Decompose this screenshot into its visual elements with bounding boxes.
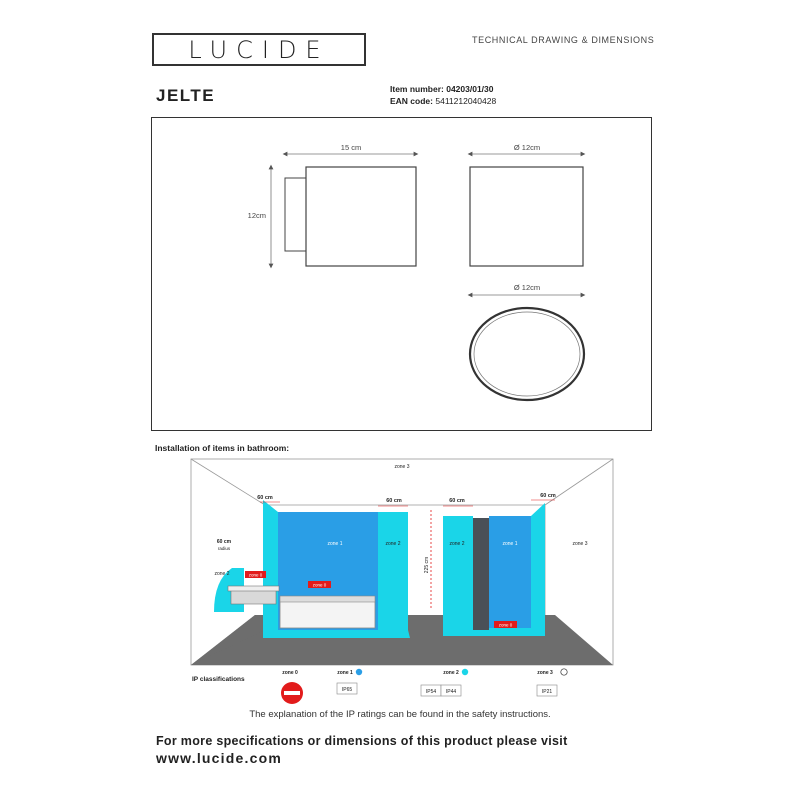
zone0-bath-label: zone 0 bbox=[312, 582, 327, 588]
shower-wall bbox=[473, 518, 489, 632]
zone2-left-wall bbox=[263, 500, 278, 630]
top-dia-label: Ø 12cm bbox=[513, 283, 541, 292]
radius-label-1: 60 cm bbox=[216, 539, 232, 545]
sink-cabinet bbox=[231, 590, 276, 604]
bathtub bbox=[280, 600, 375, 628]
height-dim-label: 225 cm bbox=[424, 556, 430, 574]
bathroom-diagram bbox=[0, 440, 800, 705]
zone1-right-area bbox=[489, 516, 531, 630]
item-number-label: Item number: bbox=[390, 84, 444, 94]
ip-zone3-label: zone 3 bbox=[537, 670, 553, 676]
ip-zone0-label: zone 0 bbox=[282, 670, 298, 676]
ip-zone1-label: zone 1 bbox=[337, 670, 353, 676]
ip44-label: IP44 bbox=[445, 689, 457, 695]
zone2-right-wall bbox=[531, 503, 545, 636]
side-view-mount bbox=[285, 178, 307, 251]
zone2-drop-icon bbox=[462, 669, 468, 675]
zone3-top-label: zone 3 bbox=[394, 464, 410, 470]
zone3-right-label: zone 3 bbox=[572, 541, 588, 547]
more-info-text: For more specifications or dimensions of this product please visit bbox=[156, 734, 568, 748]
sink-counter bbox=[228, 586, 279, 591]
zone1-right-label: zone 1 bbox=[502, 541, 518, 547]
height-dimension-label: 12cm bbox=[247, 211, 266, 220]
width-dimension-label: 15 cm bbox=[340, 143, 362, 152]
zone0-sink-label: zone 0 bbox=[248, 572, 263, 578]
ip65-label: IP65 bbox=[341, 687, 353, 693]
bathroom-section-title: Installation of items in bathroom: bbox=[155, 443, 290, 453]
ip-title: IP classifications bbox=[192, 676, 245, 683]
ip21-label: IP21 bbox=[541, 689, 553, 695]
zone1-left-label: zone 1 bbox=[327, 541, 343, 547]
dist-mid2-label: 60 cm bbox=[449, 498, 465, 504]
zone0-shower-label: zone 0 bbox=[498, 622, 513, 628]
ip-explanation-text: The explanation of the IP ratings can be found in the safety instructions. bbox=[249, 709, 551, 720]
dist-right-label: 60 cm bbox=[540, 493, 556, 499]
zone2-left-area bbox=[378, 512, 408, 630]
ean-value: 5411212040428 bbox=[435, 96, 497, 106]
front-view-body bbox=[470, 167, 583, 266]
header-label: TECHNICAL DRAWING & DIMENSIONS bbox=[472, 35, 655, 45]
product-name: JELTE bbox=[156, 86, 216, 105]
website-link[interactable]: www.lucide.com bbox=[156, 750, 282, 766]
dist-left-label: 60 cm bbox=[257, 495, 273, 501]
radius-label-2: radius bbox=[217, 546, 231, 551]
ip-zone2-label: zone 2 bbox=[443, 670, 459, 676]
zone2-left-label: zone 2 bbox=[385, 541, 401, 547]
zone3-circle-icon bbox=[561, 669, 567, 675]
zone1-drop-icon bbox=[356, 669, 362, 675]
item-number-value: 04203/01/30 bbox=[446, 84, 494, 94]
front-dia-label: Ø 12cm bbox=[513, 143, 541, 152]
logo-text: LUCIDE bbox=[188, 35, 330, 64]
dist-mid1-label: 60 cm bbox=[386, 498, 402, 504]
ip54-label: IP54 bbox=[425, 689, 437, 695]
zone2-right-label: zone 2 bbox=[449, 541, 465, 547]
zone2-sink-label: zone 2 bbox=[214, 571, 230, 577]
zone2-right-area bbox=[443, 516, 473, 636]
top-view-outer-ring bbox=[470, 308, 584, 400]
side-view-body bbox=[306, 167, 416, 266]
ean-label: EAN code: bbox=[390, 96, 433, 106]
